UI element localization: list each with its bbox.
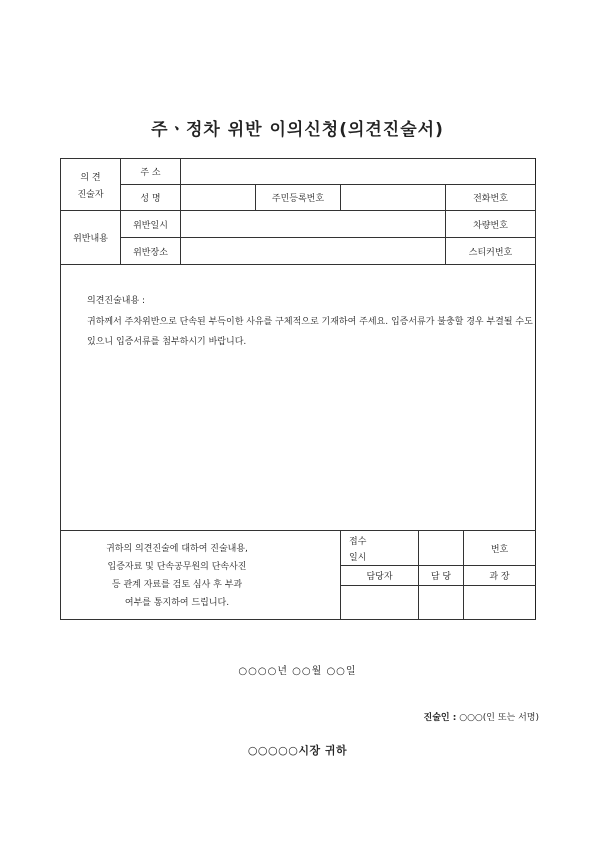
violation-place-field[interactable] — [181, 238, 446, 265]
charge-sign-field[interactable] — [419, 586, 464, 620]
opinion-text-field[interactable] — [61, 352, 535, 358]
address-field[interactable] — [181, 159, 536, 185]
signer-line — [424, 710, 539, 723]
violation-datetime-label: 위반일시 — [121, 211, 181, 238]
violation-place-label: 위반장소 — [121, 238, 181, 265]
charge-label: 담 당 — [419, 566, 464, 586]
chief-sign-field[interactable] — [464, 586, 536, 620]
review-notice — [60, 531, 294, 621]
notice-line-4: 여부를 통지하여 드립니다. — [124, 598, 230, 608]
signer-value: ○○○(인 또는 서명) — [459, 713, 539, 723]
number-label: 번호 — [490, 544, 509, 555]
address-label: 주 소 — [121, 159, 181, 185]
applicant-label-line1: 의 견 — [80, 172, 101, 183]
form-title: 주ㆍ정차 위반 이의신청(의견진술서) — [151, 120, 444, 140]
notice-line-2: 입증자료 및 단속공무원의 단속사진 — [107, 562, 247, 572]
opinion-content-area[interactable] — [61, 265, 536, 531]
name-field[interactable] — [181, 185, 256, 211]
signer-label: 진술인 : — [423, 713, 457, 723]
rrn-field[interactable] — [341, 185, 446, 211]
receipt-label — [341, 531, 419, 566]
date-line: ○○○○년 ○○월 ○○일 — [238, 666, 357, 677]
rrn-label: 주민등록번호 — [256, 185, 341, 211]
chief-label: 과 장 — [464, 566, 536, 586]
applicant-section-label — [61, 159, 121, 211]
applicant-label-line2: 진술자 — [77, 189, 104, 200]
officer-sign-field[interactable] — [341, 586, 419, 620]
violation-datetime-field[interactable] — [181, 211, 446, 238]
violation-section-label: 위반내용 — [61, 211, 121, 265]
opinion-instruction: 귀하께서 주차위반으로 단속된 부득이한 사유를 구체적으로 기재하여 주세요. 입증서류가 불충할 경우 부결될 수도 있으니 입증서류를 첨부하시기 바랍니다. — [87, 317, 533, 347]
vehicle-no-label: 차량번호 — [446, 211, 536, 238]
name-label: 성 명 — [121, 185, 181, 211]
opinion-heading: 의견진술내용 : — [87, 296, 146, 306]
notice-line-3: 등 관계 자료를 검토 심사 후 부과 — [111, 580, 243, 590]
receipt-field[interactable] — [419, 531, 464, 566]
number-cell — [464, 531, 536, 566]
addressee: ○○○○○시장 귀하 — [247, 744, 348, 757]
officer-label: 담당자 — [341, 566, 419, 586]
sticker-no-label: 스티커번호 — [446, 238, 536, 265]
receipt-label-line1: 접수 — [349, 536, 367, 547]
receipt-label-line2: 일시 — [349, 552, 367, 563]
phone-label: 전화번호 — [446, 185, 536, 211]
notice-line-1: 귀하의 의견진술에 대하여 진술내용, — [106, 544, 248, 554]
